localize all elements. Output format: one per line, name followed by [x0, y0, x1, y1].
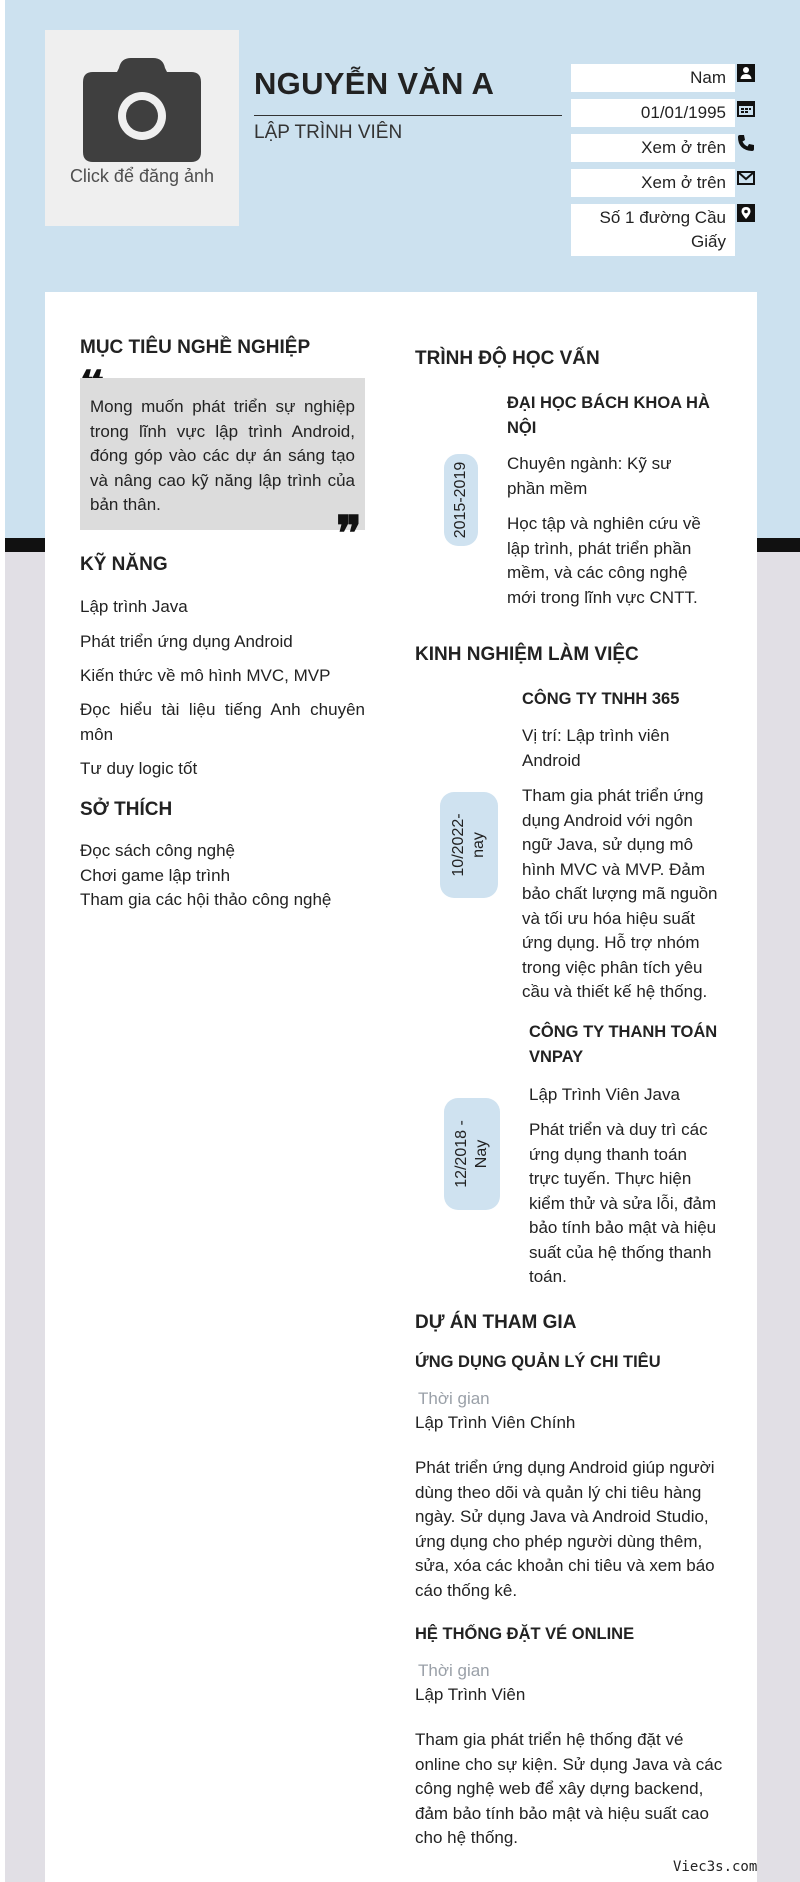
user-icon: [737, 64, 755, 82]
skill-item: Kiến thức về mô hình MVC, MVP: [80, 666, 331, 685]
project-description: [415, 1456, 715, 1603]
job-description: [529, 1118, 716, 1290]
education-description-line: lập trình, phát triển phần: [507, 538, 692, 558]
hobby-item: Tham gia các hội thảo công nghệ: [80, 890, 332, 909]
education-heading: TRÌNH ĐỘ HỌC VẤN: [415, 348, 600, 369]
project-description-line: Phát triển ứng dụng Android giúp người: [415, 1458, 715, 1477]
project-time-label: Thời gian: [418, 1389, 490, 1408]
photo-upload-label: Click để đăng ảnh: [69, 166, 215, 186]
job-description-line: bảo chất lượng mã nguồn: [522, 884, 718, 903]
project-description-line: công nghệ web để xây dựng backend,: [415, 1779, 704, 1798]
job-period-line: nay: [470, 832, 487, 858]
education-description-line: mới trong lĩnh vực CNTT.: [507, 587, 698, 607]
job-description-line: Tham gia phát triển ứng: [522, 786, 704, 805]
project-role: Lập Trình Viên: [415, 1685, 526, 1704]
education-description-line: Học tập và nghiên cứu về: [507, 514, 701, 533]
job-description-line: toán.: [529, 1267, 567, 1286]
school-name-line-2: NỘI: [507, 419, 537, 437]
address-field: [571, 204, 735, 256]
skills-heading: KỸ NĂNG: [80, 554, 168, 575]
phone-field: Xem ở trên: [571, 134, 735, 162]
company-name-line: CÔNG TY THANH TOÁN: [529, 1023, 718, 1041]
project-description-line: Tham gia phát triển hệ thống đặt vé: [415, 1730, 684, 1749]
avatar-upload[interactable]: [45, 30, 239, 226]
company-name: [529, 1020, 717, 1070]
job-period: [444, 1098, 500, 1210]
gender-field: Nam: [571, 64, 735, 92]
address-line-1: Số 1 đường Cầu: [599, 208, 726, 227]
education-period-text: 2015-2019: [452, 461, 469, 539]
name-underline: [254, 115, 562, 116]
project-description-line: dùng theo dõi và quản lý chi tiêu hàng: [415, 1482, 702, 1502]
address-line-2: Giấy: [691, 232, 726, 251]
hobby-item: Chơi game lập trình: [80, 866, 231, 885]
projects-heading: DỰ ÁN THAM GIA: [415, 1312, 577, 1333]
project-description-line: ứng dụng cho phép người dùng thêm,: [415, 1531, 703, 1551]
job-role: [522, 724, 669, 773]
job-description: [522, 784, 718, 1005]
project-name: HỆ THỐNG ĐẶT VÉ ONLINE: [415, 1625, 635, 1643]
calendar-icon: [737, 99, 755, 117]
job-period-line: Nay: [473, 1139, 490, 1169]
job-description-line: và tối ưu hóa hiệu suất: [522, 908, 695, 928]
project-role: Lập Trình Viên Chính: [415, 1413, 576, 1432]
objective-box: [80, 378, 365, 530]
job-description-line: ngữ Java, sử dụng mô: [522, 835, 694, 854]
job-title: LẬP TRÌNH VIÊN: [254, 122, 403, 143]
job-description-line: hình MVC và MVP. Đảm: [522, 859, 705, 879]
experience-heading: KINH NGHIỆM LÀM VIỆC: [415, 644, 639, 665]
school-name: [507, 391, 710, 441]
project-time-label: Thời gian: [418, 1661, 490, 1680]
objective-text: Mong muốn phát triển sự nghiệp trong lĩnh vực lập trình Android, đóng góp vào các dự án sáng tạo và nâng cao kỹ năng lập trình của bản thân.: [90, 397, 355, 514]
project-description-line: ngày. Sử dụng Java và Android Studio,: [415, 1507, 709, 1526]
email-field: Xem ở trên: [571, 169, 735, 197]
project-description: [415, 1728, 722, 1851]
project-description-line: cáo thống kê.: [415, 1580, 518, 1600]
hobbies-heading: SỞ THÍCH: [80, 799, 173, 820]
job-description-line: bảo tính bảo mật và hiệu: [529, 1218, 717, 1237]
project-description-line: sửa, xóa các khoản chi tiêu và xem báo: [415, 1556, 715, 1575]
job-role-line: Android: [522, 750, 581, 770]
camera-icon: [83, 58, 201, 162]
job-description-line: dụng Android với ngôn: [522, 810, 693, 830]
job-description-line: kiểm thử và sửa lỗi, đảm: [529, 1193, 717, 1213]
hobby-item: Đọc sách công nghệ: [80, 841, 235, 860]
skill-item: Đọc hiểu tài liệu tiếng Anh chuyên môn: [80, 700, 365, 744]
major-line-2: phần mềm: [507, 478, 588, 498]
project-name: ỨNG DỤNG QUẢN LÝ CHI TIÊU: [415, 1353, 661, 1371]
job-description-line: Phát triển và duy trì các: [529, 1120, 708, 1139]
job-description-line: suất của hệ thống thanh: [529, 1242, 712, 1262]
job-role: Lập Trình Viên Java: [529, 1085, 680, 1104]
company-name-line: VNPAY: [529, 1048, 584, 1066]
job-description-line: trực tuyến. Thực hiện: [529, 1169, 692, 1188]
skill-item: Tư duy logic tốt: [80, 759, 198, 778]
job-period-line: 10/2022-: [450, 813, 467, 877]
project-description-line: đảm bảo tính bảo mật và hiệu suất cao: [415, 1803, 709, 1823]
education-description-line: mềm, và các công nghệ: [507, 563, 688, 582]
job-period: [440, 792, 498, 898]
job-description-line: ứng dụng. Hỗ trợ nhóm: [522, 933, 700, 952]
job-period-line: 12/2018 -: [453, 1120, 470, 1188]
major-line-1: Chuyên ngành: Kỹ sư: [507, 454, 672, 473]
close-quote-icon: ❞: [336, 506, 362, 562]
job-period-text: [449, 813, 489, 876]
project-description-line: online cho sự kiện. Sử dụng Java và các: [415, 1754, 723, 1774]
job-description-line: ứng dụng thanh toán: [529, 1144, 687, 1164]
skill-item: Phát triển ứng dụng Android: [80, 632, 293, 651]
education-period: [444, 454, 478, 546]
school-name-line-1: ĐẠI HỌC BÁCH KHOA HÀ: [507, 394, 710, 412]
education-description: [507, 512, 701, 610]
watermark: Viec3s.com: [673, 1859, 758, 1875]
skill-item: Lập trình Java: [80, 597, 188, 616]
job-role-line: Vị trí: Lập trình viên: [522, 726, 670, 745]
job-period-text: [452, 1120, 492, 1188]
objective-heading: MỤC TIÊU NGHỀ NGHIỆP: [80, 337, 311, 358]
job-description-line: cầu và thiết kế hệ thống.: [522, 982, 708, 1001]
phone-icon: [737, 134, 755, 152]
project-description-line: cho hệ thống.: [415, 1828, 519, 1847]
birthday-field: 01/01/1995: [571, 99, 735, 127]
major: [507, 452, 671, 501]
full-name: NGUYỄN VĂN A: [254, 66, 495, 101]
job-description-line: trong việc phân tích yêu: [522, 957, 703, 977]
company-name: CÔNG TY TNHH 365: [522, 690, 680, 708]
mail-icon: [737, 169, 755, 187]
location-icon: [737, 204, 755, 222]
